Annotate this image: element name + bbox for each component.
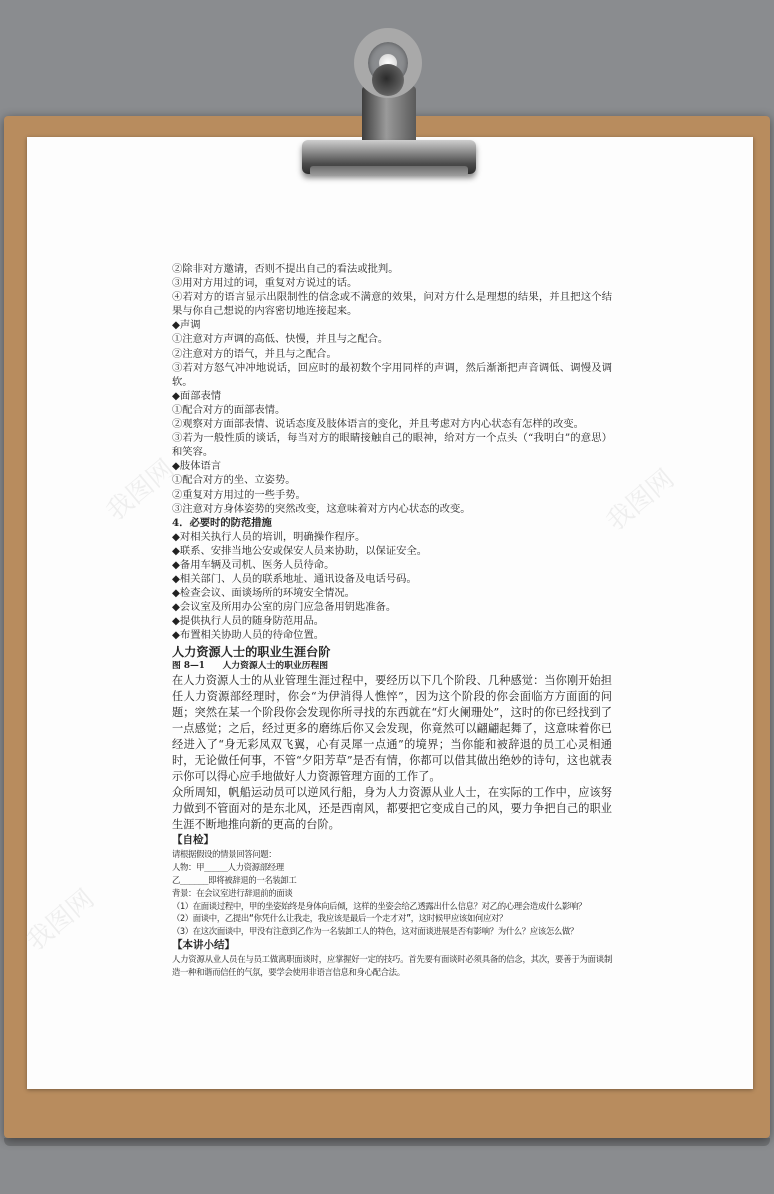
- text-line: ③用对方用过的词，重复对方说过的话。: [172, 277, 358, 290]
- figure-caption: 图 8—1 人力资源人士的职业历程图: [172, 660, 329, 671]
- text-line: （2）面谈中，乙提出“你凭什么让我走，我应该是最后一个走才对”，这时候甲应该如何应对？: [172, 913, 508, 924]
- text-line: 人力资源从业人员在与员工做离职面谈时，应掌握好一定的技巧。首先要有面谈时必须具备的信念，其次，要善于为面谈制造一种和谐而信任的气氛，要学会使用非语言信息和身心配合法。: [172, 954, 612, 977]
- text-line: ③若对方怒气冲冲地说话，回应时的最初数个字用同样的声调，然后渐渐把声音调低、调慢及调软。: [172, 361, 612, 388]
- text-line: ◆备用车辆及司机、医务人员待命。: [172, 558, 335, 571]
- section-heading: 人力资源人士的职业生涯台阶: [172, 644, 331, 659]
- text-line: ◆联系、安排当地公安或保安人员来协助，以保证安全。: [172, 544, 428, 557]
- watermark: 我图网: [21, 883, 101, 957]
- text-line: ◆对相关执行人员的培训，明确操作程序。: [172, 530, 366, 543]
- text-line: ◆肢体语言: [172, 460, 222, 473]
- text-line: ④若对方的语言显示出限制性的信念或不满意的效果，问对方什么是理想的结果，并且把这个结果与你自己想说的内容密切地连接起来。: [172, 291, 612, 318]
- section-tag: 【本讲小结】: [172, 939, 235, 952]
- binder-clip-icon: [296, 20, 482, 180]
- text-line: ②重复对方用过的一些手势。: [172, 488, 306, 501]
- text-line: 请根据假设的情景回答问题：: [172, 849, 277, 860]
- text-line: ③若为一般性质的谈话，每当对方的眼睛接触自己的眼神，给对方一个点头（“我明白”的意思）和笑容。: [172, 432, 612, 459]
- watermark: 我图网: [601, 463, 681, 537]
- text-line: ◆面部表情: [172, 389, 222, 402]
- text-line: ①配合对方的坐、立姿势。: [172, 474, 296, 487]
- text-line: ②除非对方邀请，否则不提出自己的看法或批判。: [172, 263, 399, 275]
- text-line: ◆相关部门、人员的联系地址、通讯设备及电话号码。: [172, 573, 417, 586]
- text-line: 人物：甲_____人力资源部经理: [172, 862, 284, 873]
- text-line: ②观察对方面部表情、说话态度及肢体语言的变化，并且考虑对方内心状态有怎样的改变。: [172, 418, 584, 431]
- text-line: ②注意对方的语气，并且与之配合。: [172, 347, 337, 360]
- text-line: 背景：在会议室进行辞退前的面谈: [172, 887, 293, 898]
- document-text: [172, 262, 612, 979]
- text-line: （3）在这次面谈中，甲没有注意到乙作为一名装卸工人的特色，这对面谈进展是否有影响？为什么？应该怎么做？: [172, 926, 578, 937]
- text-line: 乙______即将被辞退的一名装卸工: [172, 875, 297, 886]
- text-line: 众所周知，帆船运动员可以逆风行船，身为人力资源从业人士，在实际的工作中，应该努力做到不管面对的是东北风，还是西南风，都要把它变成自己的风，要力争把自己的职业生涯不断地推向新的更高的台阶。: [172, 786, 612, 832]
- text-line: ◆提供执行人员的随身防范用品。: [172, 615, 325, 628]
- text-line: ①配合对方的面部表情。: [172, 403, 286, 416]
- text-line: ◆检查会议、面谈场所的环境安全情况。: [172, 587, 355, 600]
- text-line: （1）在面谈过程中，甲的坐姿始终是身体向后倾，这样的坐姿会给乙透露出什么信息？对乙的心理会造成什么影响？: [172, 900, 586, 911]
- text-line: ◆会议室及所用办公室的房门应急备用钥匙准备。: [172, 601, 397, 614]
- section-tag: 【自检】: [172, 834, 214, 847]
- watermark: 我图网: [101, 453, 181, 527]
- text-line: ◆布置相关协助人员的待命位置。: [172, 629, 325, 642]
- text-line: 在人力资源人士的从业管理生涯过程中，要经历以下几个阶段、几种感觉：当你刚开始担任人力资源部经理时，你会“为伊消得人憔悴”，因为这个阶段的你会面临方方面面的问题；突然在某一个阶段你会发现你所寻找的东西就在“灯火阑珊处”，这时的你已经找到了一点感觉；之后，经过更多的磨练后你又会发现，你竟然可以翩翩起舞了，这意味着你已经进入了“身无彩凤双飞翼，心有灵犀一点通”的境界；当你能和被辞退的员工心灵相通时，无论做任何事，不管“夕阳芳草”是否有情，你都可以借其做出绝妙的诗句，这也就表示你可以得心应手地做好人力资源管理方面的工作了。: [172, 673, 612, 784]
- text-line: ③注意对方身体姿势的突然改变，这意味着对方内心状态的改变。: [172, 502, 471, 515]
- text-line: 4．必要时的防范措施: [172, 516, 272, 529]
- text-line: ◆声调: [172, 319, 201, 332]
- text-line: ①注意对方声调的高低、快慢，并且与之配合。: [172, 333, 389, 346]
